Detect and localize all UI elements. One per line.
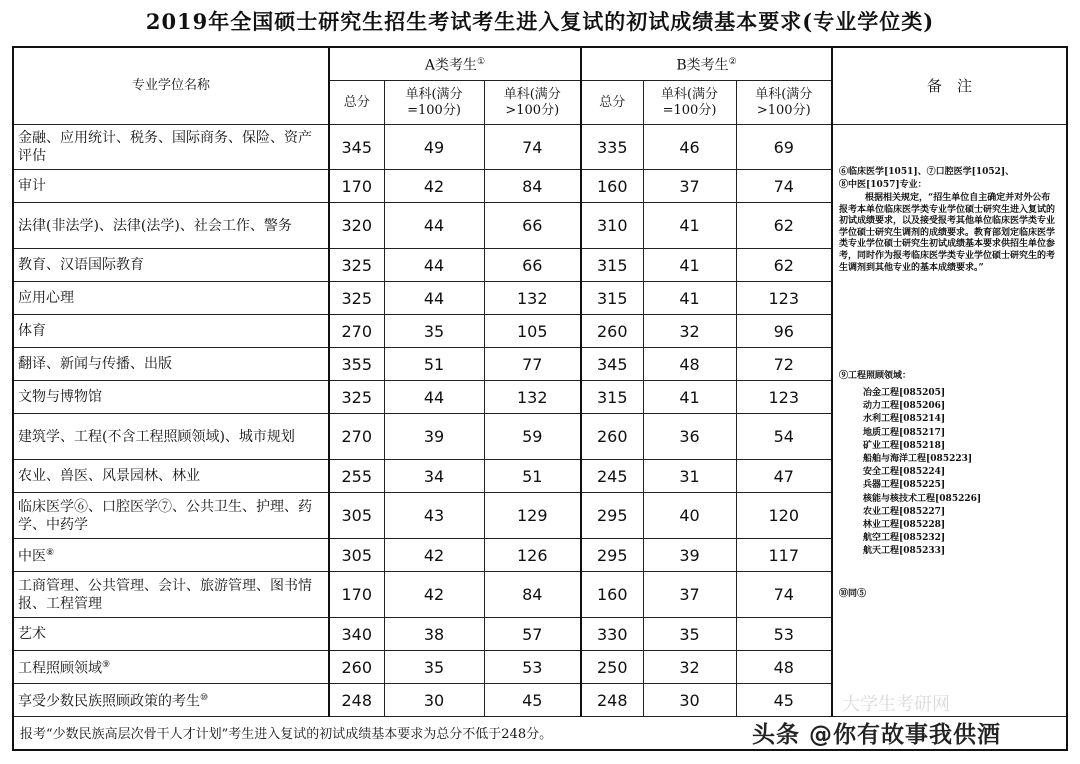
b-single-gt100-score: 74: [736, 572, 832, 618]
b-single-100-score: 37: [643, 170, 736, 203]
list-item: 安全工程[085224]: [863, 467, 946, 478]
b-total-score: 310: [581, 203, 643, 249]
label-line: >100分): [505, 102, 560, 118]
a-single-gt100-score: 66: [484, 249, 581, 282]
a-single-100-score: 34: [384, 460, 484, 493]
header-b-single-100: [643, 81, 736, 125]
major-name-cell: [13, 460, 329, 493]
faint-watermark: 大学生考研网: [842, 694, 950, 715]
b-single-gt100-score: 117: [736, 539, 832, 572]
b-total-score: 295: [581, 539, 643, 572]
score-table: [12, 46, 1068, 751]
a-single-100-score: 44: [384, 203, 484, 249]
major-name: 建筑学、工程(不含工程照顾领域)、城市规划: [18, 428, 295, 445]
b-single-100-score: 46: [643, 125, 736, 170]
label-line: >100分): [756, 102, 811, 118]
a-total-score: 170: [329, 572, 384, 618]
header-a-single-100: [384, 81, 484, 125]
a-total-score: 355: [329, 348, 384, 381]
remark-note-1-line-2: ⑧中医[1057]专业：: [839, 180, 927, 190]
remark-note-2-title: ⑨工程照顾领域：: [839, 371, 912, 381]
header-b-total: 总分: [581, 81, 643, 125]
b-single-100-score: 32: [643, 651, 736, 684]
major-name-cell: [13, 539, 329, 572]
major-name: 艺术: [18, 626, 46, 642]
a-single-gt100-score: 84: [484, 572, 581, 618]
page-title: 2019年全国硕士研究生招生考试考生进入复试的初试成绩基本要求(专业学位类): [145, 9, 935, 34]
a-single-gt100-score: 132: [484, 282, 581, 315]
b-single-gt100-score: 45: [736, 684, 832, 717]
b-single-100-score: 41: [643, 381, 736, 414]
major-name: 审计: [18, 178, 46, 194]
b-total-score: 295: [581, 493, 643, 539]
list-item: 农业工程[085227]: [863, 506, 946, 517]
a-total-score: 325: [329, 381, 384, 414]
a-single-gt100-score: 132: [484, 381, 581, 414]
a-single-gt100-score: 74: [484, 125, 581, 170]
b-total-score: 160: [581, 170, 643, 203]
a-single-100-score: 42: [384, 572, 484, 618]
watermark: 头条 @你有故事我供酒: [752, 722, 1002, 748]
b-single-gt100-score: 120: [736, 493, 832, 539]
a-total-score: 345: [329, 125, 384, 170]
a-single-gt100-score: 45: [484, 684, 581, 717]
list-item: 冶金工程[085205]: [863, 388, 946, 398]
b-total-score: 160: [581, 572, 643, 618]
major-name-cell: [13, 249, 329, 282]
major-name-cell: [13, 381, 329, 414]
list-item: 航空工程[085232]: [863, 533, 946, 544]
a-single-100-score: 42: [384, 539, 484, 572]
major-name-cell: [13, 572, 329, 618]
a-single-gt100-score: 53: [484, 651, 581, 684]
label-line: =100分): [407, 102, 461, 118]
b-total-score: 335: [581, 125, 643, 170]
a-single-100-score: 35: [384, 651, 484, 684]
a-single-100-score: 44: [384, 249, 484, 282]
footnote-mark: ⑩: [200, 693, 209, 704]
list-item: 核能与核技术工程[085226]: [863, 493, 982, 504]
b-single-gt100-score: 62: [736, 249, 832, 282]
a-single-gt100-score: 105: [484, 315, 581, 348]
label-line: =100分): [662, 102, 717, 118]
b-single-gt100-score: 48: [736, 651, 832, 684]
a-total-score: 270: [329, 315, 384, 348]
group-a-mark: ①: [477, 57, 486, 68]
a-single-100-score: 51: [384, 348, 484, 381]
a-total-score: 255: [329, 460, 384, 493]
major-name-cell: [13, 348, 329, 381]
b-single-100-score: 30: [643, 684, 736, 717]
major-name: 享受少数民族照顾政策的考生: [18, 693, 200, 710]
list-item: 兵器工程[085225]: [863, 480, 946, 491]
major-name: 工商管理、公共管理、会计、旅游管理、图书情报、工程管理: [18, 577, 312, 612]
a-single-100-score: 44: [384, 381, 484, 414]
a-single-gt100-score: 59: [484, 414, 581, 460]
major-name: 法律(非法学)、法律(法学)、社会工作、警务: [18, 217, 292, 234]
a-single-gt100-score: 129: [484, 493, 581, 539]
label-line: 单科(满分: [755, 86, 813, 102]
b-single-100-score: 40: [643, 493, 736, 539]
b-total-score: 260: [581, 414, 643, 460]
a-single-gt100-score: 66: [484, 203, 581, 249]
b-single-gt100-score: 47: [736, 460, 832, 493]
b-total-score: 330: [581, 618, 643, 651]
a-single-100-score: 35: [384, 315, 484, 348]
b-single-gt100-score: 96: [736, 315, 832, 348]
header-remarks: 备 注: [832, 47, 1067, 125]
major-name: 工程照顾领域: [18, 660, 102, 677]
remark-note-3: ⑩同⑤: [839, 589, 867, 599]
label-line: 单科(满分: [503, 86, 561, 102]
b-single-gt100-score: 62: [736, 203, 832, 249]
b-single-100-score: 39: [643, 539, 736, 572]
b-single-gt100-score: 123: [736, 381, 832, 414]
header-group-b: [581, 47, 832, 81]
list-item: 动力工程[085206]: [863, 401, 946, 412]
b-total-score: 315: [581, 282, 643, 315]
major-name: 中医: [18, 548, 46, 565]
b-single-gt100-score: 69: [736, 125, 832, 170]
b-total-score: 260: [581, 315, 643, 348]
b-single-100-score: 41: [643, 249, 736, 282]
major-name-cell: [13, 125, 329, 170]
header-a-single-gt100: [484, 81, 581, 125]
major-name-cell: [13, 315, 329, 348]
major-name-cell: [13, 493, 329, 539]
b-total-score: 315: [581, 249, 643, 282]
major-name: 文物与博物馆: [18, 389, 102, 405]
major-name-cell: [13, 618, 329, 651]
b-single-gt100-score: 53: [736, 618, 832, 651]
major-name-cell: [13, 414, 329, 460]
b-total-score: 315: [581, 381, 643, 414]
major-name-cell: [13, 282, 329, 315]
a-total-score: 325: [329, 282, 384, 315]
b-single-100-score: 41: [643, 282, 736, 315]
remarks-cell: [832, 125, 1067, 717]
header-b-single-gt100: [736, 81, 832, 125]
major-name: 农业、兽医、风景园林、林业: [18, 468, 200, 484]
footnote: 报考“少数民族高层次骨干人才计划”考生进入复试的初试成绩基本要求为总分不低于248分。: [13, 717, 1067, 750]
major-name: 体育: [18, 323, 46, 339]
b-single-100-score: 31: [643, 460, 736, 493]
b-single-100-score: 32: [643, 315, 736, 348]
remark-note-1-line-1: ⑥临床医学[1051]、⑦口腔医学[1052]、: [839, 167, 1015, 177]
b-single-100-score: 41: [643, 203, 736, 249]
a-total-score: 305: [329, 539, 384, 572]
b-single-gt100-score: 74: [736, 170, 832, 203]
a-single-gt100-score: 51: [484, 460, 581, 493]
a-single-100-score: 39: [384, 414, 484, 460]
list-item: 林业工程[085228]: [863, 520, 946, 530]
header-major-name: 专业学位名称: [13, 47, 329, 125]
b-total-score: 345: [581, 348, 643, 381]
a-single-100-score: 38: [384, 618, 484, 651]
b-single-gt100-score: 72: [736, 348, 832, 381]
b-total-score: 250: [581, 651, 643, 684]
a-total-score: 305: [329, 493, 384, 539]
a-single-100-score: 42: [384, 170, 484, 203]
major-name: 教育、汉语国际教育: [18, 257, 144, 273]
a-total-score: 325: [329, 249, 384, 282]
b-single-100-score: 35: [643, 618, 736, 651]
b-single-100-score: 36: [643, 414, 736, 460]
label-line: 单科(满分: [405, 86, 463, 102]
major-name-cell: [13, 203, 329, 249]
a-total-score: 170: [329, 170, 384, 203]
a-single-gt100-score: 84: [484, 170, 581, 203]
b-single-100-score: 48: [643, 348, 736, 381]
label-line: 单科(满分: [660, 86, 719, 102]
a-single-100-score: 44: [384, 282, 484, 315]
footnote-mark: ⑨: [102, 660, 111, 671]
major-name: 临床医学⑥、口腔医学⑦、公共卫生、护理、药学、中药学: [18, 498, 312, 533]
major-name: 翻译、新闻与传播、出版: [18, 356, 172, 372]
major-name-cell: [13, 170, 329, 203]
list-item: 矿业工程[085218]: [863, 440, 946, 451]
group-b-mark: ②: [728, 57, 737, 68]
footnote-mark: ⑧: [46, 548, 55, 559]
a-single-gt100-score: 77: [484, 348, 581, 381]
table-row: [13, 125, 1067, 170]
major-name: 金融、应用统计、税务、国际商务、保险、资产评估: [18, 130, 312, 164]
a-total-score: 260: [329, 651, 384, 684]
b-total-score: 245: [581, 460, 643, 493]
a-single-100-score: 49: [384, 125, 484, 170]
b-single-gt100-score: 54: [736, 414, 832, 460]
header-a-total: 总分: [329, 81, 384, 125]
a-single-100-score: 43: [384, 493, 484, 539]
group-a-label: A类考生: [424, 57, 478, 74]
major-name: 应用心理: [18, 290, 74, 306]
a-total-score: 340: [329, 618, 384, 651]
remark-note-1-body: 根据相关规定，“招生单位自主确定并对外公布报考本单位临床医学类专业学位硕士研究生进入复试的初试成绩要求，以及接受报考其他单位临床医学类专业学位硕士研究生调剂的成绩要求。教育部划定临床医学类专业学位硕士研究生初试成绩基本要求供招生单位参考，同时作为报考临床医学类专业学位硕士研究生的考生调剂到其他专业的基本成绩要求。”: [839, 193, 1056, 273]
list-item: 地质工程[085217]: [863, 427, 946, 438]
b-single-gt100-score: 123: [736, 282, 832, 315]
major-name-cell: [13, 651, 329, 684]
a-single-100-score: 30: [384, 684, 484, 717]
a-total-score: 320: [329, 203, 384, 249]
list-item: 水利工程[085214]: [863, 414, 946, 425]
a-single-gt100-score: 126: [484, 539, 581, 572]
a-total-score: 248: [329, 684, 384, 717]
a-single-gt100-score: 57: [484, 618, 581, 651]
a-total-score: 270: [329, 414, 384, 460]
b-single-100-score: 37: [643, 572, 736, 618]
b-total-score: 248: [581, 684, 643, 717]
list-item: 航天工程[085233]: [863, 546, 946, 557]
group-b-label: B类考生: [676, 57, 729, 74]
header-group-a: [329, 47, 581, 81]
list-item: 船舶与海洋工程[085223]: [863, 454, 973, 464]
major-name-cell: [13, 684, 329, 717]
